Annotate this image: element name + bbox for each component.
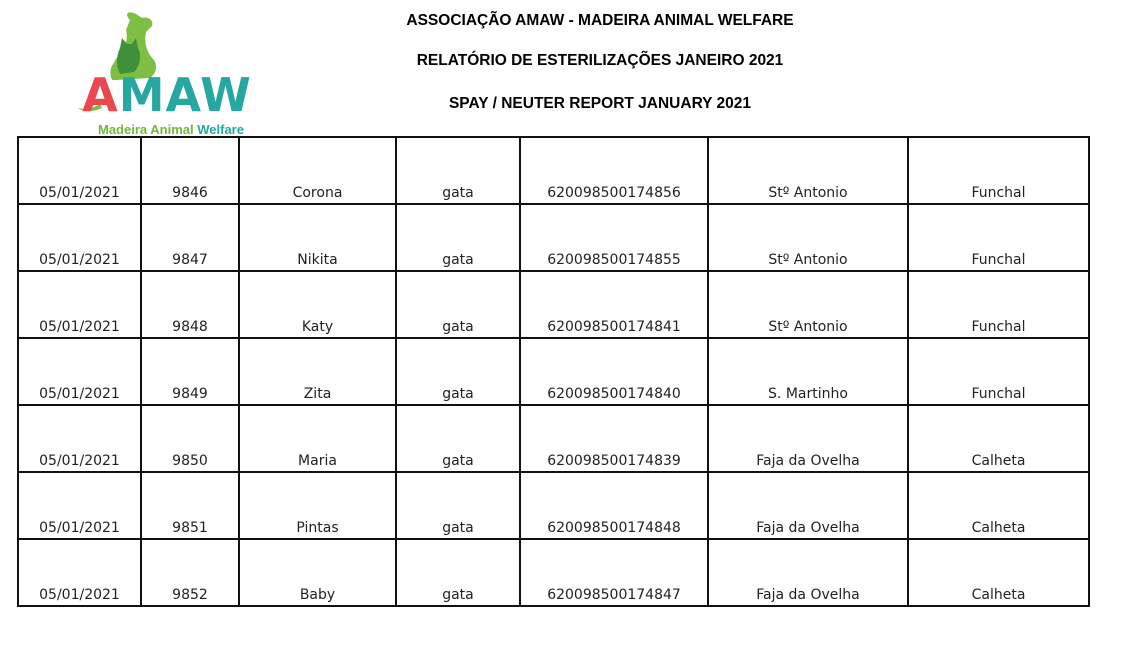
table-row (18, 405, 1089, 472)
table-row (18, 472, 1089, 539)
animal-name-cell: Zita (239, 338, 396, 405)
microchip-cell: 620098500174847 (520, 539, 708, 606)
animal-name-cell: Nikita (239, 204, 396, 271)
parish-cell: Stº Antonio (708, 204, 908, 271)
municipality-cell: Calheta (908, 539, 1089, 606)
table-row (18, 271, 1089, 338)
species-cell: gata (396, 472, 520, 539)
parish-cell: Stº Antonio (708, 137, 908, 204)
date-cell: 05/01/2021 (18, 472, 141, 539)
report-title-org: ASSOCIAÇÃO AMAW - MADEIRA ANIMAL WELFARE (406, 12, 794, 29)
animal-name-cell: Pintas (239, 472, 396, 539)
date-cell: 05/01/2021 (18, 271, 141, 338)
municipality-cell: Funchal (908, 271, 1089, 338)
number-cell: 9851 (141, 472, 239, 539)
parish-cell: Stº Antonio (708, 271, 908, 338)
date-cell: 05/01/2021 (18, 204, 141, 271)
municipality-cell: Funchal (908, 137, 1089, 204)
microchip-cell: 620098500174840 (520, 338, 708, 405)
species-cell: gata (396, 405, 520, 472)
number-cell: 9849 (141, 338, 239, 405)
species-cell: gata (396, 137, 520, 204)
parish-cell: S. Martinho (708, 338, 908, 405)
parish-cell: Faja da Ovelha (708, 405, 908, 472)
animal-name-cell: Katy (239, 271, 396, 338)
sterilization-table (17, 136, 1090, 607)
table-row (18, 338, 1089, 405)
report-title-pt: RELATÓRIO DE ESTERILIZAÇÕES JANEIRO 2021 (416, 52, 784, 69)
microchip-cell: 620098500174855 (520, 204, 708, 271)
logo-subtitle: Madeira Animal Welfare (98, 122, 244, 137)
species-cell: gata (396, 271, 520, 338)
animal-name-cell: Corona (239, 137, 396, 204)
species-cell: gata (396, 539, 520, 606)
amaw-logo (72, 8, 262, 138)
table-row (18, 137, 1089, 204)
animal-name-cell: Maria (239, 405, 396, 472)
report-title-en: SPAY / NEUTER REPORT JANUARY 2021 (448, 95, 752, 112)
date-cell: 05/01/2021 (18, 338, 141, 405)
municipality-cell: Calheta (908, 405, 1089, 472)
parish-cell: Faja da Ovelha (708, 472, 908, 539)
logo-wordmark: AMAW (82, 68, 252, 122)
number-cell: 9852 (141, 539, 239, 606)
microchip-cell: 620098500174841 (520, 271, 708, 338)
parish-cell: Faja da Ovelha (708, 539, 908, 606)
microchip-cell: 620098500174839 (520, 405, 708, 472)
municipality-cell: Calheta (908, 472, 1089, 539)
number-cell: 9850 (141, 405, 239, 472)
number-cell: 9848 (141, 271, 239, 338)
animal-name-cell: Baby (239, 539, 396, 606)
number-cell: 9847 (141, 204, 239, 271)
municipality-cell: Funchal (908, 338, 1089, 405)
date-cell: 05/01/2021 (18, 137, 141, 204)
date-cell: 05/01/2021 (18, 405, 141, 472)
date-cell: 05/01/2021 (18, 539, 141, 606)
species-cell: gata (396, 338, 520, 405)
table-row (18, 539, 1089, 606)
species-cell: gata (396, 204, 520, 271)
table-row (18, 204, 1089, 271)
number-cell: 9846 (141, 137, 239, 204)
microchip-cell: 620098500174856 (520, 137, 708, 204)
municipality-cell: Funchal (908, 204, 1089, 271)
microchip-cell: 620098500174848 (520, 472, 708, 539)
